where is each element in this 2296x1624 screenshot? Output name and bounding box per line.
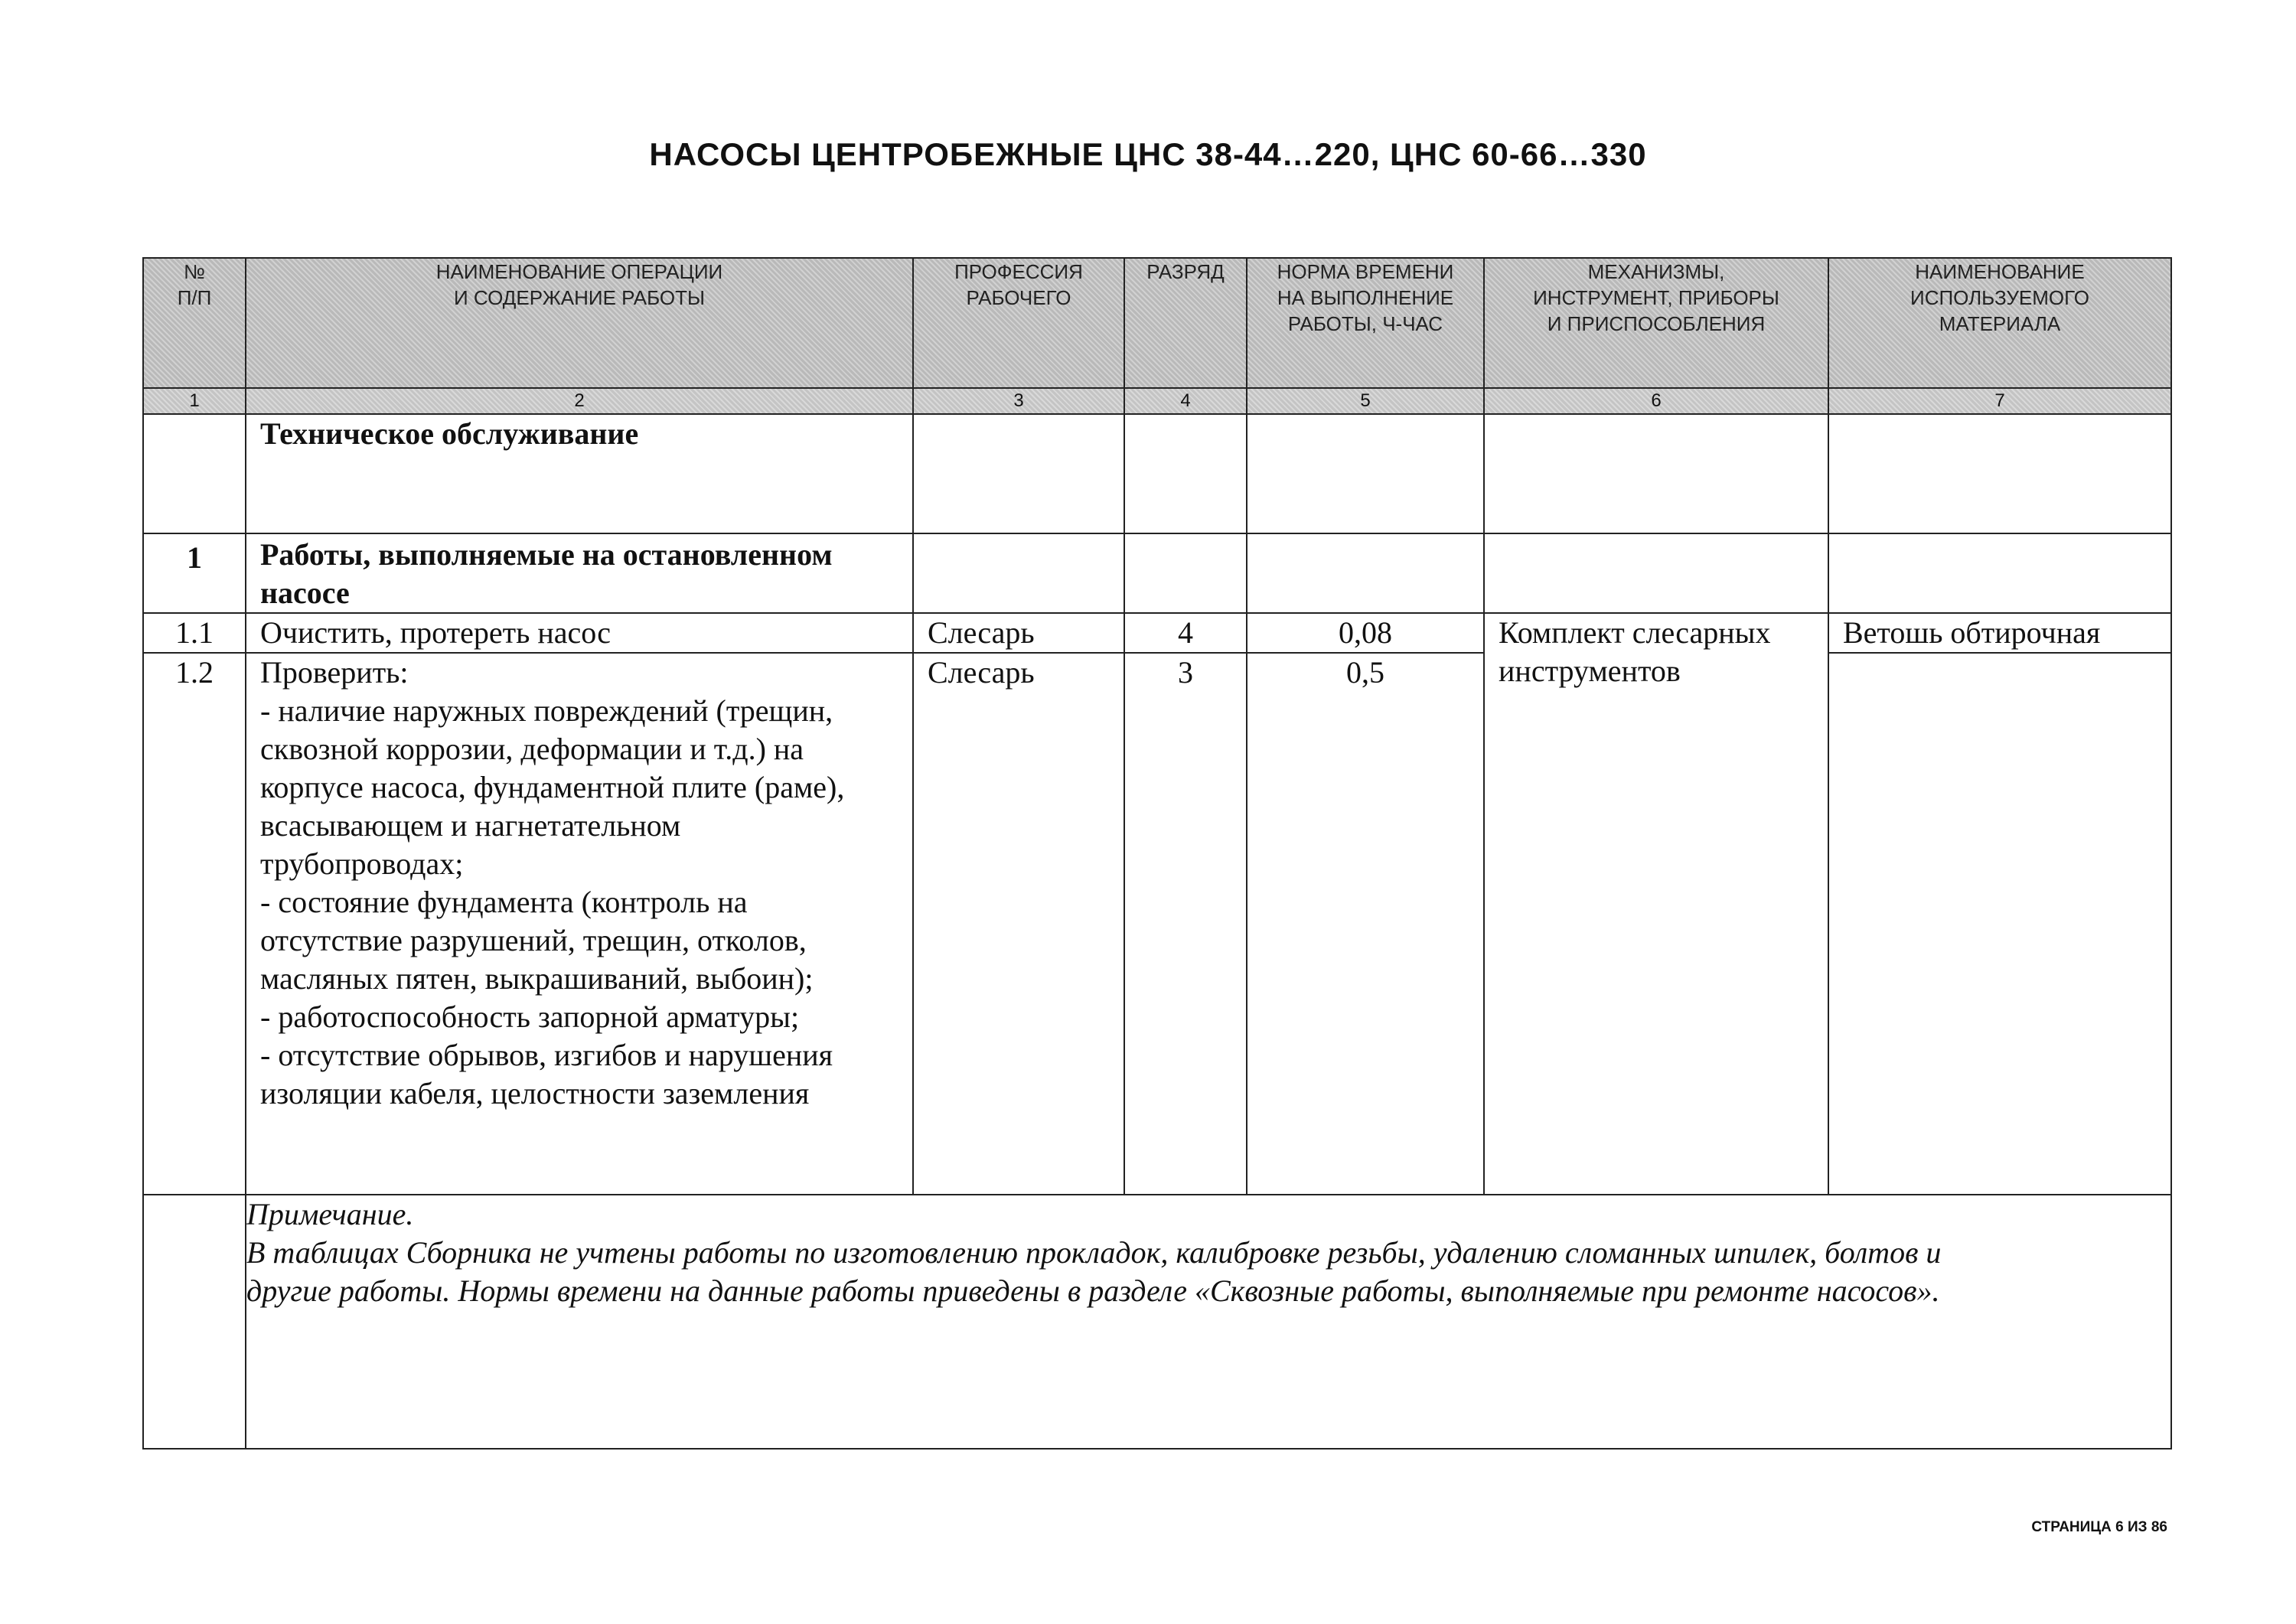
column-number-row — [143, 388, 2171, 414]
header-col-number: № П/П — [143, 258, 246, 388]
row-time-norm: 0,5 — [1247, 653, 1484, 1195]
row-material — [1828, 653, 2171, 1195]
group-title: Работы, выполняемые на остановленном насосе — [246, 533, 913, 613]
row-profession: Слесарь — [913, 653, 1124, 1195]
row-grade: 3 — [1124, 653, 1247, 1195]
note — [246, 1195, 2171, 1449]
note-line: В таблицах Сборника не учтены работы по изготовлению прокладок, калибровке резьбы, удалению сломанных шпилек, болтов и — [246, 1235, 1942, 1270]
header-col-operation: НАИМЕНОВАНИЕ ОПЕРАЦИИ И СОДЕРЖАНИЕ РАБОТЫ — [246, 258, 913, 388]
norms-table — [142, 257, 2172, 1450]
section-title: Техническое обслуживание — [246, 414, 913, 533]
column-number: 2 — [246, 388, 913, 414]
column-number: 3 — [913, 388, 1124, 414]
column-number: 4 — [1124, 388, 1247, 414]
column-number: 6 — [1484, 388, 1828, 414]
header-col-time-norm: НОРМА ВРЕМЕНИ НА ВЫПОЛНЕНИЕ РАБОТЫ, Ч-ЧАС — [1247, 258, 1484, 388]
group-number: 1 — [143, 533, 246, 613]
header-col-tools: МЕХАНИЗМЫ, ИНСТРУМЕНТ, ПРИБОРЫ И ПРИСПОСОБЛЕНИЯ — [1484, 258, 1828, 388]
row-time-norm: 0,08 — [1247, 613, 1484, 653]
row-material: Ветошь обтирочная — [1828, 613, 2171, 653]
note-row — [143, 1195, 2171, 1449]
column-number: 7 — [1828, 388, 2171, 414]
header-col-grade: РАЗРЯД — [1124, 258, 1247, 388]
page-counter: СТРАНИЦА 6 ИЗ 86 — [2031, 1519, 2167, 1535]
table-row — [143, 613, 2171, 653]
row-operation: Очистить, протереть насос — [246, 613, 913, 653]
row-number: 1.1 — [143, 613, 246, 653]
row-grade: 4 — [1124, 613, 1247, 653]
group-row — [143, 533, 2171, 613]
note-line: другие работы. Нормы времени на данные работы приведены в разделе «Сквозные работы, выполняемые при ремонте насосов». — [246, 1273, 1940, 1308]
row-profession: Слесарь — [913, 613, 1124, 653]
note-heading: Примечание. — [246, 1197, 414, 1231]
column-number: 1 — [143, 388, 246, 414]
header-col-profession: ПРОФЕССИЯ РАБОЧЕГО — [913, 258, 1124, 388]
row-operation: Проверить: - наличие наружных повреждений (трещин, сквозной коррозии, деформации и т.д.) на корпусе насоса, фундаментной плите (раме), всасывающем и нагнетательном трубопроводах; - состояние фундамента (контроль на отсутствие разрушений, трещин, отколов, масляных пятен, выкрашиваний, выбоин); - работоспособность запорной арматуры; - отсутствие обрывов, изгибов и нарушения изоляции кабеля, целостности заземления — [246, 653, 913, 1195]
header-col-material: НАИМЕНОВАНИЕ ИСПОЛЬЗУЕМОГО МАТЕРИАЛА — [1828, 258, 2171, 388]
table-row — [143, 653, 2171, 1195]
row-tools: Комплект слесарных инструментов — [1484, 613, 1828, 1195]
section-row — [143, 414, 2171, 533]
row-number: 1.2 — [143, 653, 246, 1195]
header-row — [143, 258, 2171, 388]
column-number: 5 — [1247, 388, 1484, 414]
document-title: НАСОСЫ ЦЕНТРОБЕЖНЫЕ ЦНС 38-44…220, ЦНС 60-66…330 — [649, 136, 1647, 172]
